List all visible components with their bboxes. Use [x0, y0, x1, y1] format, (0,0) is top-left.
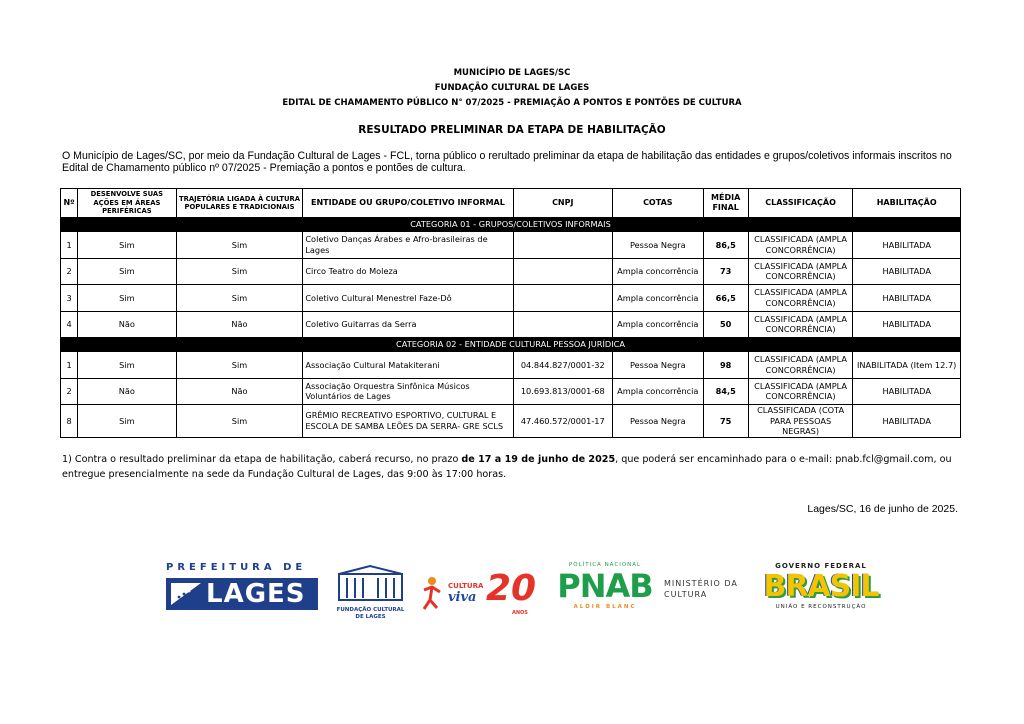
cell-num: 4: [61, 311, 78, 338]
cell-classificacao: CLASSIFICADA (AMPLA CONCORRÊNCIA): [748, 352, 853, 379]
cell-habilitacao: HABILITADA: [853, 378, 961, 405]
cell-media: 50: [703, 311, 748, 338]
cell-perifericas: Sim: [78, 232, 177, 259]
col-entidade: ENTIDADE OU GRUPO/COLETIVO INFORMAL: [303, 189, 513, 218]
pnab-main-text: PNAB: [557, 567, 653, 605]
ministerio-logo: [664, 578, 748, 602]
table-row: [61, 352, 961, 379]
category-row: [61, 338, 961, 352]
cell-media: 73: [703, 258, 748, 285]
prefeitura-lages-logo: [166, 562, 318, 612]
cell-num: 2: [61, 378, 78, 405]
cell-habilitacao: HABILITADA: [853, 311, 961, 338]
cell-num: 1: [61, 352, 78, 379]
cell-trajetoria: Não: [176, 311, 303, 338]
ministerio-line2: CULTURA: [664, 590, 708, 599]
table-row: [61, 405, 961, 438]
cell-cnpj: 10.693.813/0001-68: [513, 378, 613, 405]
cultura-text: CULTURA: [448, 582, 484, 590]
header-municipio: MUNICÍPIO DE LAGES/SC: [453, 68, 571, 78]
appeal-note: [62, 452, 962, 482]
cell-habilitacao: HABILITADA: [853, 405, 961, 438]
pnab-bottom-text: ALDIR BLANC: [573, 604, 637, 610]
cell-cnpj: [513, 285, 613, 312]
note-deadline: de 17 a 19 de junho de 2025: [461, 454, 616, 465]
results-table: [60, 188, 961, 438]
table-row: [61, 378, 961, 405]
cell-cotas: Pessoa Negra: [613, 405, 704, 438]
cell-classificacao: CLASSIFICADA (AMPLA CONCORRÊNCIA): [748, 258, 853, 285]
cell-trajetoria: Sim: [176, 285, 303, 312]
cell-media: 66,5: [703, 285, 748, 312]
cell-classificacao: CLASSIFICADA (AMPLA CONCORRÊNCIA): [748, 378, 853, 405]
fcl-line1: FUNDAÇÃO CULTURAL: [336, 607, 405, 613]
governo-federal-logo: [760, 562, 882, 618]
table-row: [61, 311, 961, 338]
gov-top-text: GOVERNO FEDERAL: [775, 562, 867, 570]
cell-media: 75: [703, 405, 748, 438]
cell-cotas: Ampla concorrência: [613, 311, 704, 338]
table-header-row: [61, 189, 961, 218]
cell-num: 8: [61, 405, 78, 438]
gov-bottom-text: UNIÃO E RECONSTRUÇÃO: [775, 604, 867, 610]
header-edital: EDITAL DE CHAMAMENTO PÚBLICO N° 07/2025 - PREMIAÇÃO A PONTOS E PONTÕES DE CULTURA: [282, 98, 742, 108]
pnab-top-text: POLÍTICA NACIONAL: [568, 562, 642, 568]
cell-entidade: GRÊMIO RECREATIVO ESPORTIVO, CULTURAL E ESCOLA DE SAMBA LEÕES DA SERRA- GRE SCLS: [303, 405, 513, 438]
fcl-line2: DE LAGES: [355, 614, 386, 620]
table-row: [61, 232, 961, 259]
cell-classificacao: CLASSIFICADA (AMPLA CONCORRÊNCIA): [748, 232, 853, 259]
cell-perifericas: Não: [78, 311, 177, 338]
cell-habilitacao: HABILITADA: [853, 232, 961, 259]
cell-perifericas: Sim: [78, 258, 177, 285]
cell-cotas: Ampla concorrência: [613, 285, 704, 312]
cell-perifericas: Não: [78, 378, 177, 405]
header-fundacao: FUNDAÇÃO CULTURAL DE LAGES: [434, 83, 590, 93]
cell-entidade: Circo Teatro do Moleza: [303, 258, 513, 285]
cell-cnpj: 47.460.572/0001-17: [513, 405, 613, 438]
cell-trajetoria: Sim: [176, 232, 303, 259]
cell-perifericas: Sim: [78, 285, 177, 312]
cell-entidade: Associação Cultural Matakiterani: [303, 352, 513, 379]
viva-text: viva: [448, 590, 477, 605]
col-cotas: COTAS: [613, 189, 704, 218]
fcl-logo: [333, 564, 408, 622]
lages-banner: [166, 578, 318, 610]
col-num: Nº: [61, 189, 78, 218]
col-classificacao: CLASSIFICAÇÃO: [748, 189, 853, 218]
table-row: [61, 258, 961, 285]
cell-trajetoria: Não: [176, 378, 303, 405]
cell-habilitacao: INABILITADA (Item 12.7): [853, 352, 961, 379]
twenty-text: 20: [486, 568, 537, 609]
cell-cotas: Ampla concorrência: [613, 258, 704, 285]
note-suffix: , que poderá ser encaminhado para o e-mail: pnab.fcl@gmail.com, ou entregue presencialmente na sede da Fundação Cultural de Lages, das 9:00 às 17:00 horas.: [62, 454, 952, 480]
col-trajetoria: TRAJETÓRIA LIGADA À CULTURA POPULARES E TRADICIONAIS: [176, 189, 303, 218]
cell-perifericas: Sim: [78, 405, 177, 438]
cell-entidade: Coletivo Guitarras da Serra: [303, 311, 513, 338]
cell-cotas: Pessoa Negra: [613, 352, 704, 379]
cell-cnpj: [513, 232, 613, 259]
cell-media: 84,5: [703, 378, 748, 405]
col-habilitacao: HABILITAÇÃO: [853, 189, 961, 218]
cell-classificacao: CLASSIFICADA (AMPLA CONCORRÊNCIA): [748, 311, 853, 338]
cell-entidade: Coletivo Danças Árabes e Afro-brasileiras de Lages: [303, 232, 513, 259]
cell-cnpj: 04.844.827/0001-32: [513, 352, 613, 379]
table-row: [61, 285, 961, 312]
flag-icon: [171, 583, 201, 605]
cell-cotas: Pessoa Negra: [613, 232, 704, 259]
lages-text: LAGES: [206, 579, 306, 609]
intro-paragraph: O Município de Lages/SC, por meio da Fundação Cultural de Lages - FCL, torna público o rerultado preliminar da etapa de habilitação das entidades e grupos/coletivos informais inscritos no Edital de Chamamento público nº 07/2025 - Premiação a pontos e pontões de cultura.: [62, 150, 952, 174]
cultura-viva-logo: [420, 570, 544, 618]
cell-trajetoria: Sim: [176, 352, 303, 379]
category-row: [61, 218, 961, 232]
category-label: CATEGORIA 02 - ENTIDADE CULTURAL PESSOA JURÍDICA: [61, 338, 961, 352]
pnab-logo: [556, 562, 654, 618]
cell-num: 2: [61, 258, 78, 285]
anos-text: ANOS: [512, 610, 528, 616]
col-cnpj: CNPJ: [513, 189, 613, 218]
cell-trajetoria: Sim: [176, 405, 303, 438]
gov-main-text: BRASIL: [763, 569, 879, 604]
cell-media: 86,5: [703, 232, 748, 259]
cell-habilitacao: HABILITADA: [853, 258, 961, 285]
footer-logos: [0, 560, 1024, 630]
cell-num: 1: [61, 232, 78, 259]
cell-cotas: Ampla concorrência: [613, 378, 704, 405]
page-title: RESULTADO PRELIMINAR DA ETAPA DE HABILITAÇÃO: [358, 124, 666, 136]
cell-num: 3: [61, 285, 78, 312]
cell-entidade: Coletivo Cultural Menestrel Faze-Dô: [303, 285, 513, 312]
cell-classificacao: CLASSIFICADA (COTA PARA PESSOAS NEGRAS): [748, 405, 853, 438]
col-media: MÉDIA FINAL: [703, 189, 748, 218]
prefeitura-top-text: PREFEITURA DE: [166, 562, 307, 573]
cell-media: 98: [703, 352, 748, 379]
note-prefix: 1) Contra o resultado preliminar da etapa de habilitação, caberá recurso, no prazo: [62, 454, 462, 465]
category-label: CATEGORIA 01 - GRUPOS/COLETIVOS INFORMAIS: [61, 218, 961, 232]
cell-entidade: Associação Orquestra Sinfônica Músicos Voluntários de Lages: [303, 378, 513, 405]
cell-trajetoria: Sim: [176, 258, 303, 285]
cell-habilitacao: HABILITADA: [853, 285, 961, 312]
building-icon: [333, 564, 408, 602]
ministerio-line1: MINISTÉRIO DA: [664, 579, 738, 588]
cell-perifericas: Sim: [78, 352, 177, 379]
place-date: Lages/SC, 16 de junho de 2025.: [807, 503, 958, 515]
cell-classificacao: CLASSIFICADA (AMPLA CONCORRÊNCIA): [748, 285, 853, 312]
dancer-icon: [420, 576, 444, 610]
cell-cnpj: [513, 311, 613, 338]
col-perifericas: DESENVOLVE SUAS AÇÕES EM ÁREAS PERIFÉRICAS: [78, 189, 177, 218]
cell-cnpj: [513, 258, 613, 285]
